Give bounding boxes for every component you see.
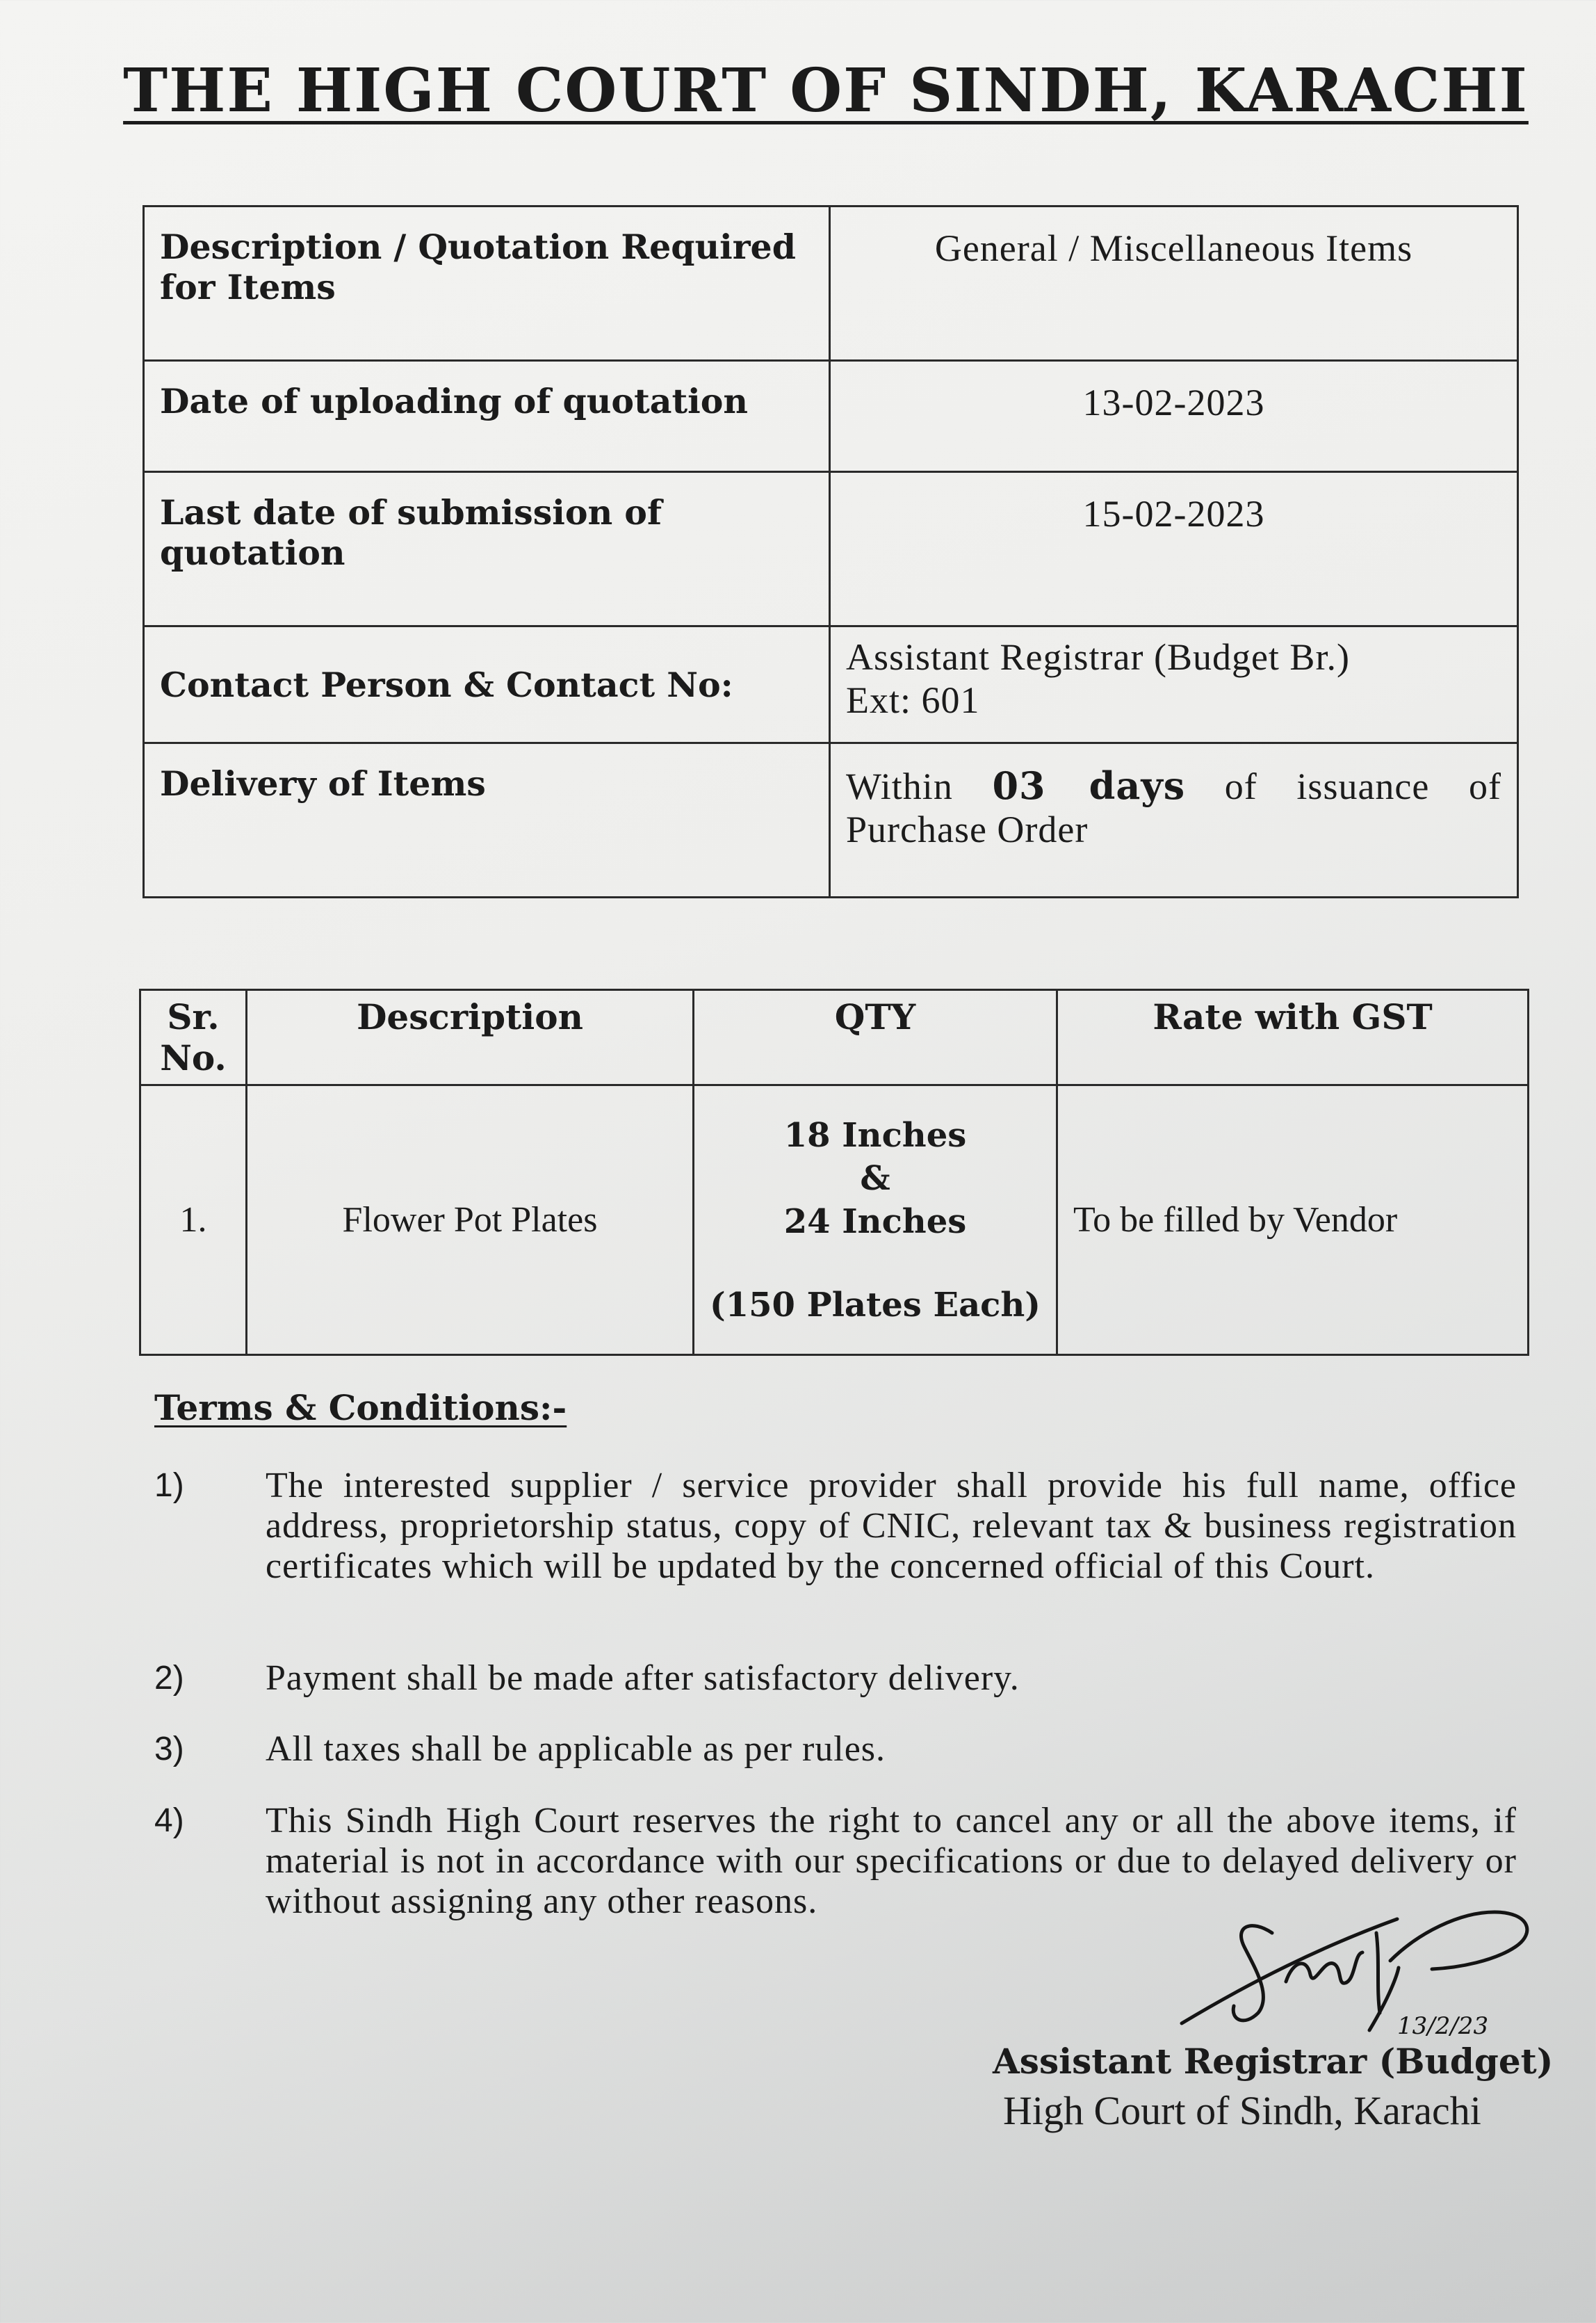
delivery-days: 03 days [992, 763, 1186, 808]
term-item [154, 1729, 1517, 1771]
cell-qty [694, 1085, 1057, 1355]
signer-designation: Assistant Registrar (Budget) [993, 2041, 1554, 2082]
info-row [144, 626, 1518, 743]
header-description: Description [247, 990, 694, 1085]
info-value: 15-02-2023 [830, 472, 1518, 626]
term-text: This Sindh High Court reserves the right to cancel any or all the above items, if material is not in accordance with our specifications or due to delayed delivery or without assigning any other reasons. [266, 1801, 1517, 1921]
contact-person: Assistant Registrar (Budget Br.) [846, 636, 1350, 678]
info-label: Delivery of Items [144, 743, 830, 898]
term-item [154, 1658, 1517, 1700]
term-number: 2) [154, 1660, 184, 1697]
qty-line: 24 Inches [783, 1201, 967, 1241]
info-row [144, 743, 1518, 898]
qty-line: (150 Plates Each) [709, 1285, 1041, 1325]
term-number: 3) [154, 1731, 184, 1767]
qty-line: & [860, 1158, 890, 1198]
info-row [144, 361, 1518, 472]
header-qty: QTY [694, 990, 1057, 1085]
info-value [830, 743, 1518, 898]
qty-line: 18 Inches [783, 1115, 967, 1155]
delivery-pre: Within [846, 766, 993, 807]
quotation-info-table [142, 205, 1519, 898]
info-label: Contact Person & Contact No: [144, 626, 830, 743]
document-title: THE HIGH COURT OF SINDH, KARACHI [123, 56, 1529, 126]
info-label: Description / Quotation Required for Items [144, 207, 830, 361]
cell-rate: To be filled by Vendor [1057, 1085, 1529, 1355]
items-header-row [140, 990, 1529, 1085]
header-rate: Rate with GST [1057, 990, 1529, 1085]
term-text: All taxes shall be applicable as per rules. [266, 1729, 886, 1769]
cell-sr: 1. [140, 1085, 247, 1355]
info-value [830, 626, 1518, 743]
signature-date-text: 13/2/23 [1397, 2012, 1489, 2040]
terms-heading: Terms & Conditions:- [154, 1387, 567, 1428]
info-value: General / Miscellaneous Items [830, 207, 1518, 361]
term-item [154, 1466, 1517, 1633]
items-table [139, 989, 1529, 1356]
term-text: The interested supplier / service provider shall provide his full name, office address, proprietorship status, copy of CNIC, relevant tax & business registration certificates which will be updated by the concerned official of this Court. [266, 1466, 1517, 1586]
info-row [144, 472, 1518, 626]
info-label: Date of uploading of quotation [144, 361, 830, 472]
signer-office: High Court of Sindh, Karachi [1003, 2088, 1481, 2133]
header-sr-no: Sr. No. [140, 990, 247, 1085]
delivery-post: of issuance of Purchase Order [846, 766, 1501, 850]
handwritten-signature [1168, 1891, 1557, 2058]
term-text: Payment shall be made after satisfactory delivery. [266, 1658, 1020, 1698]
contact-ext: Ext: 601 [846, 679, 980, 721]
cell-description: Flower Pot Plates [247, 1085, 694, 1355]
term-number: 4) [154, 1802, 184, 1839]
info-label: Last date of submission of quotation [144, 472, 830, 626]
term-number: 1) [154, 1467, 184, 1504]
table-row [140, 1085, 1529, 1355]
info-value: 13-02-2023 [830, 361, 1518, 472]
info-row [144, 207, 1518, 361]
